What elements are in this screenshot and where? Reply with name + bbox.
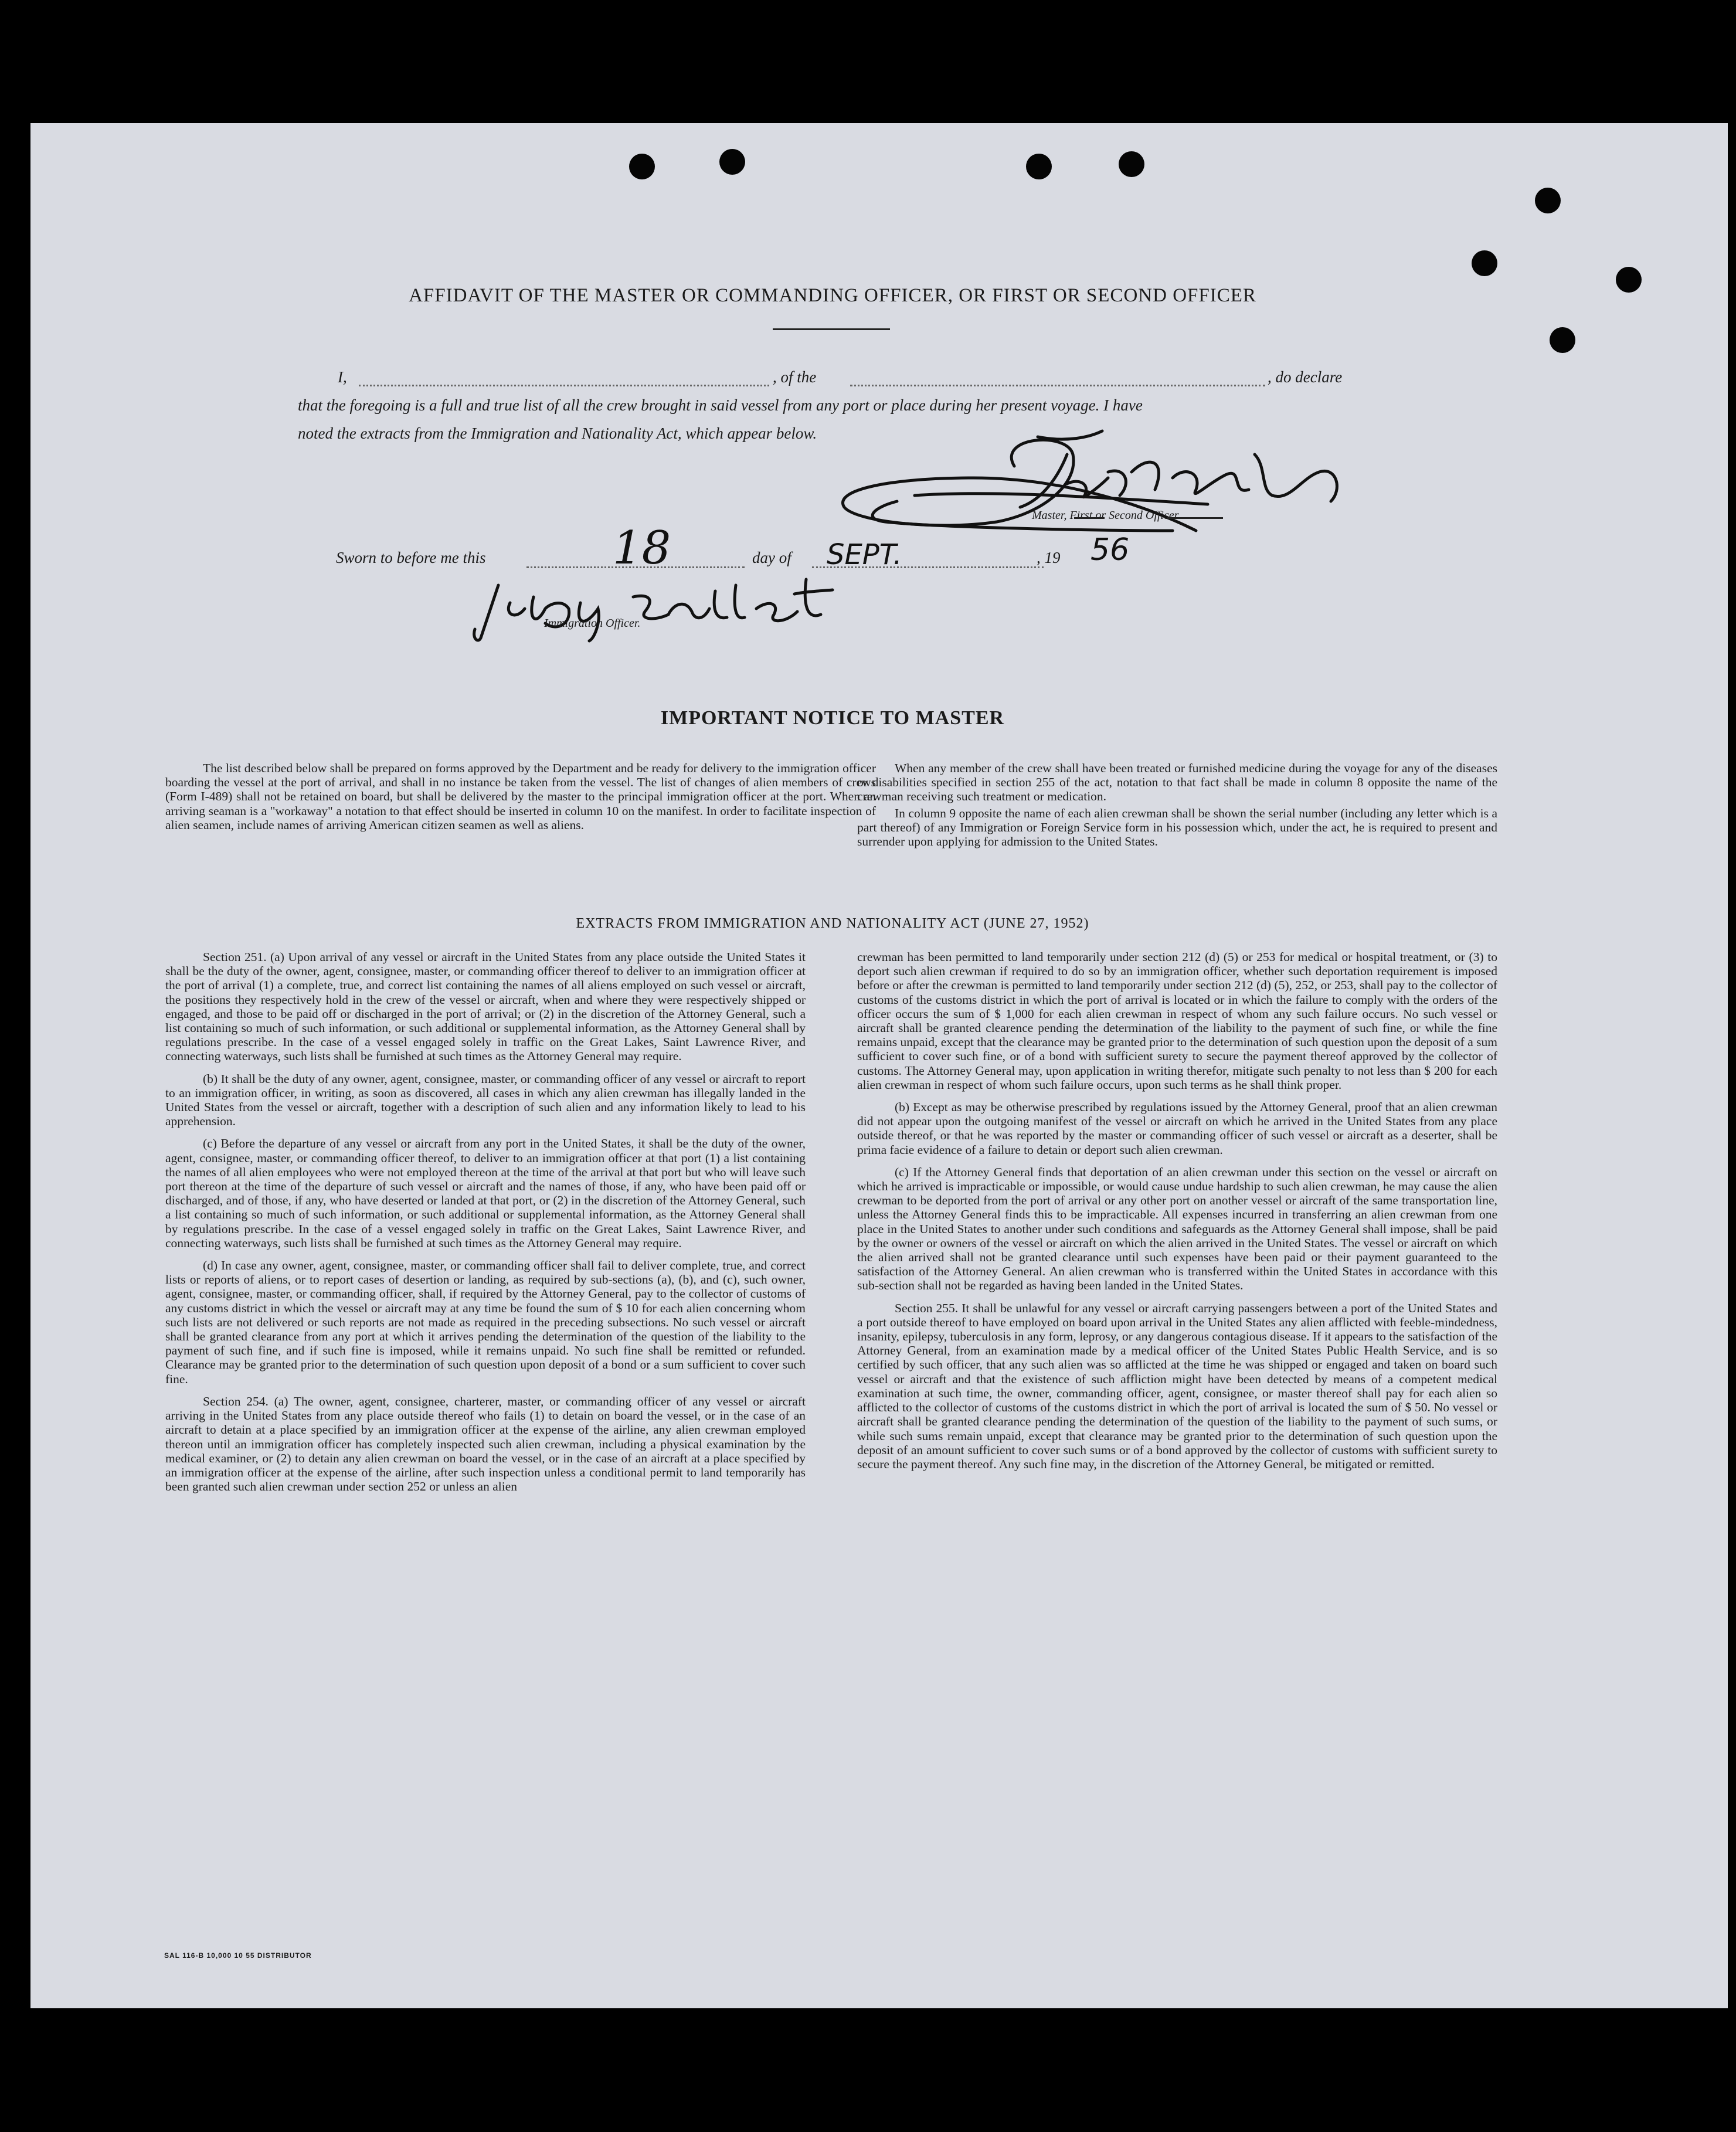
form-footer: SAL 116-B 10,000 10 55 DISTRIBUTOR <box>164 1951 312 1960</box>
day-value: 18 <box>613 522 671 575</box>
year-prefix: , 19 <box>1037 549 1061 566</box>
extracts-left-column <box>165 950 806 1502</box>
extracts-right-column <box>857 950 1497 1479</box>
extracts-left-paragraph: (c) Before the departure of any vessel or aircraft from any port in the United States, it shall be the duty of the owner, agent, consignee, master, or commanding officer thereof, to deliver to an immigration officer at that port (1) a list containing the names of all alien employees who were not employed thereon at the time of the arrival at that port but who will leave such port thereon at the time of the departure of such vessel or aircraft and the names of those, if any, who have been paid off or discharged, and of those, if any, who have deserted or landed at that port, or (2) in the discretion of the Attorney General, such a list containing so much of such information, or such additional or supplemental information, as the Attorney General shall by regulations prescribe. In the case of a vessel engaged solely in traffic on the Great Lakes, Saint Lawrence River, and connecting waterways, such lists shall be furnished at such times as the Attorney General may require. <box>165 1136 806 1250</box>
affidavit-title: AFFIDAVIT OF THE MASTER OR COMMANDING OFFICER, OR FIRST OR SECOND OFFICER <box>409 285 1256 306</box>
extracts-right-paragraph: Section 255. It shall be unlawful for any vessel or aircraft carrying passengers between a port of the United States and a port outside thereof to have employed on board upon arrival in the United States any alien afflicted with feeble-mindedness, insanity, epilepsy, tuberculosis in any form, leprosy, or any dangerous contagious disease. If it appears to the satisfaction of the Attorney General, from an examination made by a medical officer of the United States Public Health Service, and is so certified by such officer, that any such alien was so afflicted at the time he was shipped or engaged and taken on board such vessel or aircraft and that the existence of such affliction might have been detected by means of a competent medical examination at such time, the owner, commanding officer, agent, consignee, or master thereof shall pay for each alien so afflicted to the collector of customs of the customs district in which the port of arrival is located the sum of $ 50. No vessel or aircraft shall be granted clearance pending the determination of the question of the liability to the payment of such sums, or while such sums remain unpaid, except that clearance may be granted prior to the determination of such question upon the deposit of an amount sufficient to cover such sums or of a bond approved by the collector of customs with sufficient surety to secure the payment thereof. Any such fine may, in the discretion of the Attorney General, be mitigated or remitted. <box>857 1301 1497 1471</box>
signature-caption: Master, First or Second Officer. <box>1032 509 1181 522</box>
punch-hole <box>1472 250 1497 276</box>
line1-of-the: , of the <box>773 368 817 386</box>
sworn-text: Sworn to before me this <box>336 549 486 566</box>
notice-left <box>165 761 876 840</box>
line1-i: I, <box>338 368 347 386</box>
extracts-left-paragraph: (b) It shall be the duty of any owner, agent, consignee, master, or commanding officer of any vessel or aircraft to report to an immigration officer, in writing, as soon as discovered, all cases in which any alien crewman has illegally landed in the United States from the vessel or aircraft, together with a description of such alien and any information likely to lead to his apprehension. <box>165 1071 806 1129</box>
punch-hole <box>629 154 655 179</box>
extracts-right-paragraph: (b) Except as may be otherwise prescribed by regulations issued by the Attorney General, proof that an alien crewman did not appear upon the outgoing manifest of the vessel or aircraft on which he arrived in the United States from any place outside thereof, or that he was reported by the master or commanding officer of such vessel or aircraft as a deserter, shall be prima facie evidence of a failure to detain or deport such alien crewman. <box>857 1100 1497 1157</box>
name-field <box>359 385 769 386</box>
notice-title: IMPORTANT NOTICE TO MASTER <box>660 707 1005 729</box>
affidavit-line2: that the foregoing is a full and true list of all the crew brought in said vessel from any port or place during her present voyage. I have <box>298 396 1143 414</box>
line1-do-declare: , do declare <box>1268 368 1343 386</box>
month-value: SEPT. <box>827 538 902 571</box>
title-rule <box>773 328 890 330</box>
extracts-left-paragraph: Section 251. (a) Upon arrival of any vessel or aircraft in the United States from any place outside the United States it shall be the duty of the owner, agent, consignee, master, or commanding officer thereof to deliver to an immigration officer at the port of arrival (1) a complete, true, and correct list containing the names of all aliens employed on such vessel or aircraft, the positions they respectively hold in the crew of the vessel or aircraft, when and where they were respectively shipped or engaged, and those to be paid off or discharged in the port of arrival; or (2) in the discretion of the Attorney General, such a list containing so much of such information, or such additional or supplemental information, as the Attorney General shall by regulations prescribe. In the case of a vessel engaged solely in traffic on the Great Lakes, Saint Lawrence River, and connecting waterways, such lists shall be furnished at such times as the Attorney General may require. <box>165 950 806 1064</box>
notice-left-text: The list described below shall be prepared on forms approved by the Department and be ready for delivery to the immigration officer boarding the vessel at the port of arrival, and shall in no instance be taken from the vessel. The list of changes of alien members of crews (Form I-489) shall not be retained on board, but shall be delivered by the master to the principal immigration officer at the port. When an arriving seaman is a "workaway" a notation to that effect should be inserted in column 10 on the manifest. In order to facilitate inspection of alien seamen, include names of arriving American citizen seamen as well as aliens. <box>165 761 876 832</box>
day-of-text: day of <box>752 549 791 566</box>
extracts-right-paragraph: crewman has been permitted to land temporarily under section 212 (d) (5) or 253 for medical or hospital treatment, or (3) to deport such alien crewman if required to do so by an immigration officer, whether such deportation requirement is imposed before or after the crewman is permitted to land temporarily under section 212 (d) (5), 252, or 253, shall pay to the collector of customs of the customs district in which the port of arrival is located or in which the failure to comply with the orders of the officer occurs the sum of $ 1,000 for each alien crewman in respect of whom any such failure occurs. No such vessel or aircraft shall be granted clearence pending the determination of the liability to the payment of such fine, or while the fine remains unpaid, except that the clearance may be granted prior to the determination of such question upon the deposit of a sum sufficient to cover such fine, or of a bond with sufficient surety to secure the payment thereof approved by the collector of customs. The Attorney General may, upon application in writing therefor, mitigate such penalty to not less than $ 200 for each alien crewman in respect of whom such failure occurs, upon such terms as he shall think proper. <box>857 950 1497 1092</box>
punch-hole <box>1535 188 1561 213</box>
punch-hole <box>1616 267 1642 293</box>
vessel-field <box>850 385 1265 386</box>
notice-right <box>857 761 1497 857</box>
signature-caption-strike <box>1167 517 1223 519</box>
immigration-officer-signature <box>469 568 868 644</box>
punch-hole <box>1119 151 1144 177</box>
punch-hole <box>719 149 745 175</box>
punch-hole <box>1026 154 1052 179</box>
officer-caption: Immigration Officer. <box>544 617 641 630</box>
affidavit-line3: noted the extracts from the Immigration and Nationality Act, which appear below. <box>298 425 817 442</box>
punch-hole <box>1550 327 1575 353</box>
notice-right-text-1: When any member of the crew shall have been treated or furnished medicine during the voyage for any of the diseases or disabilities specified in section 255 of the act, notation to that fact shall be made in column 8 opposite the name of the crewman receiving such treatment or medication. <box>857 761 1497 804</box>
notice-right-text-2: In column 9 opposite the name of each alien crewman shall be shown the serial number (including any letter which is a part thereof) of any Immigration or Foreign Service form in his possession which, under the act, he is required to present and surrender upon applying for admission to the United States. <box>857 806 1497 849</box>
extracts-left-paragraph: Section 254. (a) The owner, agent, consignee, charterer, master, or commanding officer of any vessel or aircraft arriving in the United States from any place outside thereof who fails (1) to detain on board the vessel, or in the case of an aircraft to detain at a place specified by an immigration officer at the expense of the airline, any alien crewman employed thereon until an immigration officer has completely inspected such alien crewman, including a physical examination by the medical examiner, or (2) to detain any alien crewman on board the vessel, or in the case of an aircraft at a place specified by an immigration officer at the expense of the airline, after such inspection unless a conditional permit to land temporarily has been granted such alien crewman under section 252 or unless an alien <box>165 1394 806 1494</box>
year-value: 56 <box>1090 532 1130 568</box>
extracts-title: EXTRACTS FROM IMMIGRATION AND NATIONALITY ACT (JUNE 27, 1952) <box>576 916 1089 931</box>
extracts-right-paragraph: (c) If the Attorney General finds that deportation of an alien crewman under this section on the vessel or aircraft on which he arrived is impracticable or impossible, or would cause undue hardship to such alien crewman, he may cause the alien crewman to be deported from the port of arrival or any other port on another vessel or aircraft of the same transportation line, unless the Attorney General finds this to be impracticable. All expenses incurred in transferring an alien crewman from one place in the United States to another under such conditions and safeguards as the Attorney General shall impose, shall be paid by the owner or owners of the vessel or aircraft on which the alien arrived in the United States. The vessel or aircraft on which the alien arrived shall not be granted clearance until such expenses have been paid or their payment guaranteed to the satisfaction of the Attorney General. An alien crewman who is transferred within the United States in accordance with this sub-section shall not be regarded as having been landed in the United States. <box>857 1165 1497 1293</box>
extracts-left-paragraph: (d) In case any owner, agent, consignee, master, or commanding officer shall fail to deliver complete, true, and correct lists or reports of aliens, or to report cases of desertion or landing, as required by sub-sections (a), (b), and (c), such owner, agent, consignee, master, or commanding officer, shall, if required by the Attorney General, pay to the collector of customs of any customs district in which the vessel or aircraft may at any time be found the sum of $ 10 for each alien concerning whom such lists are not delivered or such reports are not made as required in the preceding subsections. No such vessel or aircraft shall be granted clearance from any port at which it arrives pending the determination of the question of the liability to the payment of such fine, and if such fine is imposed, while it remains unpaid. No such fine shall be remitted or refunded. Clearance may be granted prior to the determination of such question upon deposit of a bond or a sum sufficient to cover such fine. <box>165 1258 806 1386</box>
signature-caption-strike <box>1074 517 1105 519</box>
